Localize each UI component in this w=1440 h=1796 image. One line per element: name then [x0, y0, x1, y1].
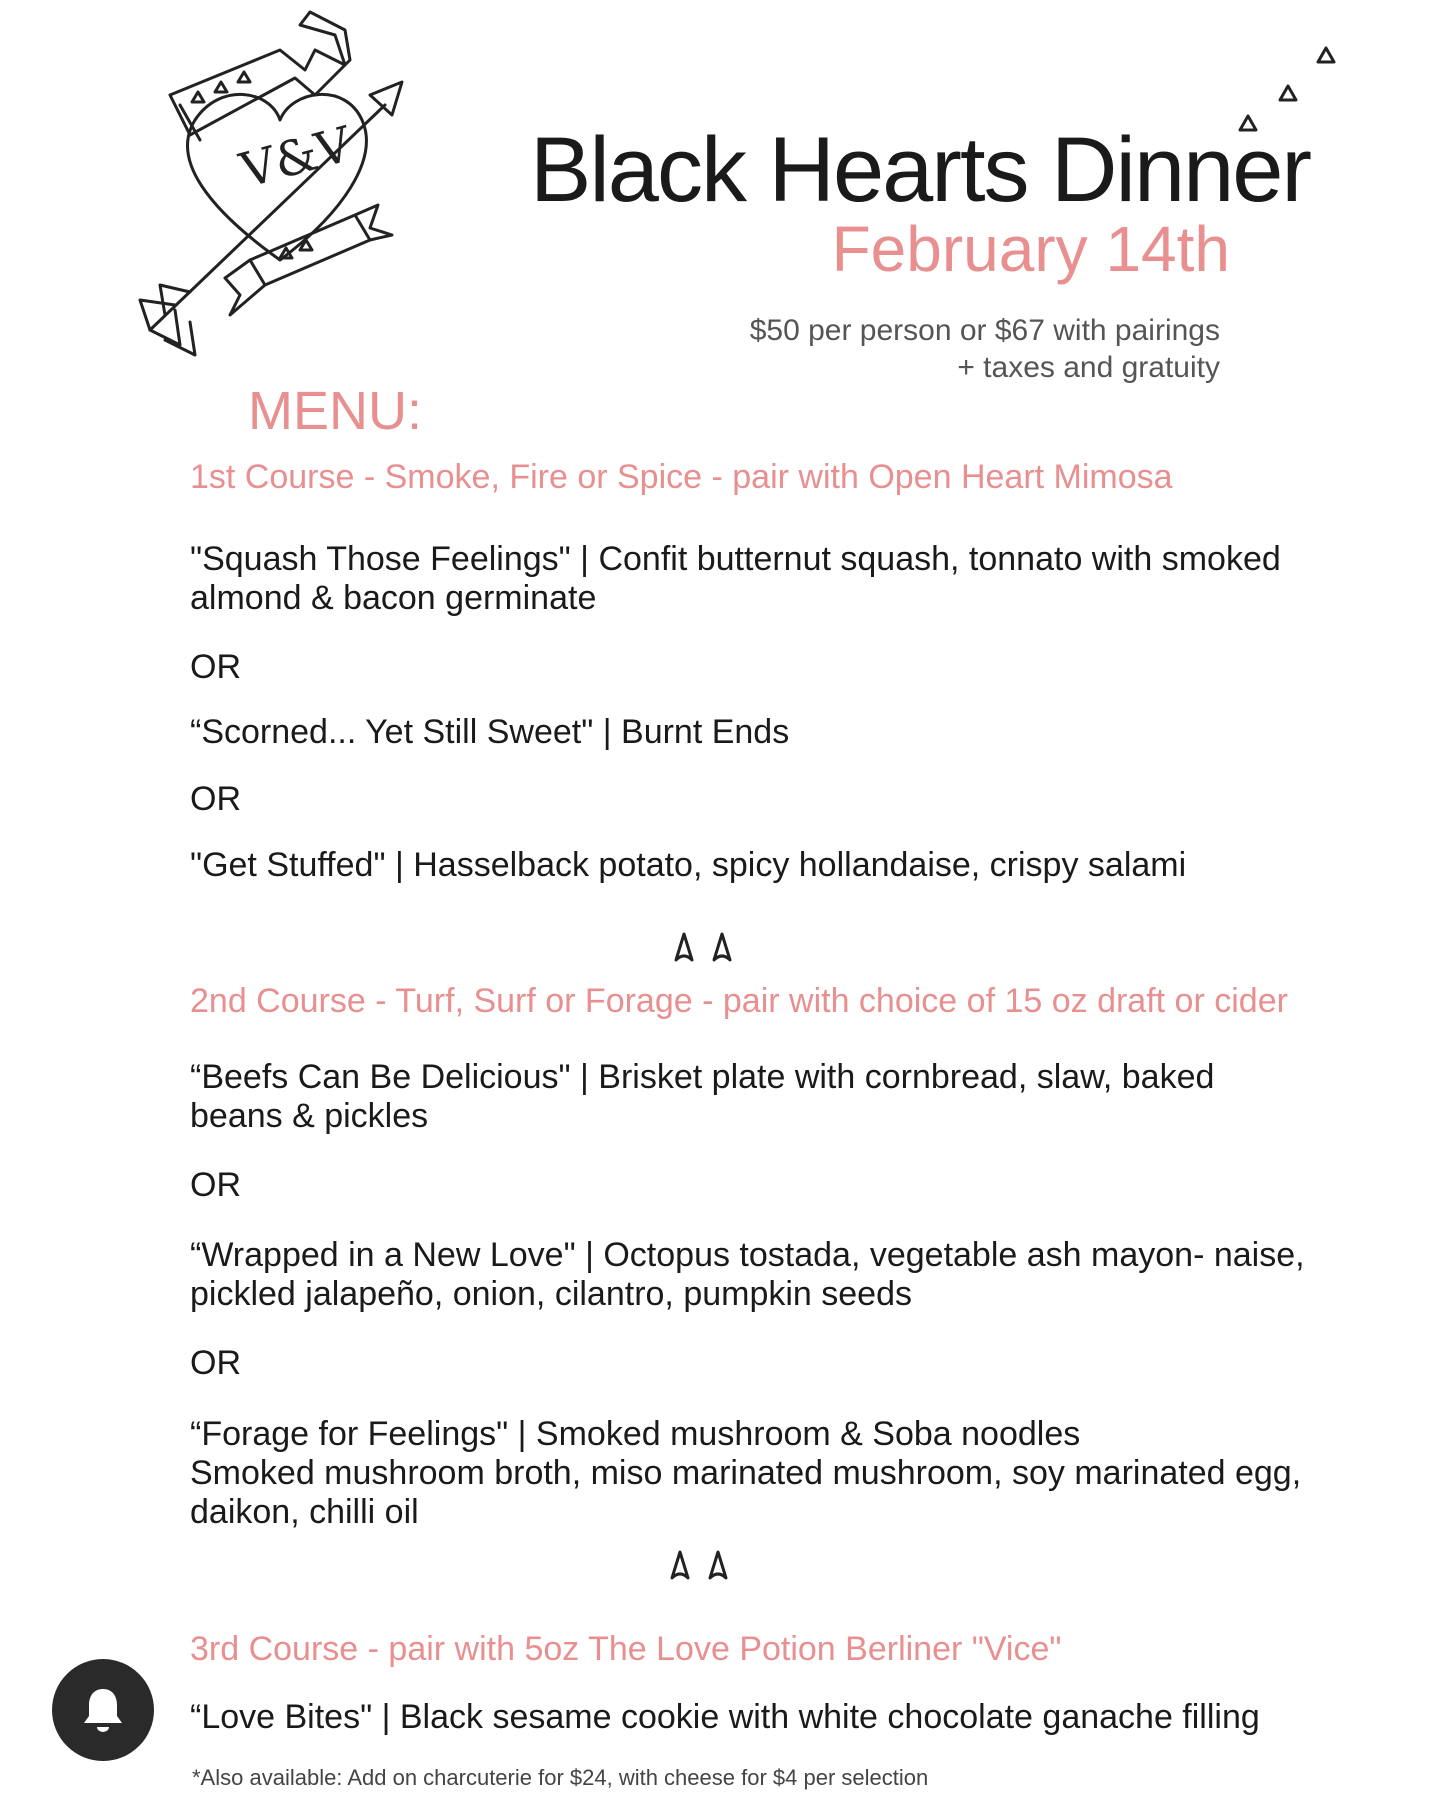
page-title: Black Hearts Dinner — [530, 119, 1311, 221]
course-1-dish-3: "Get Stuffed" | Hasselback potato, spicy hollandaise, crispy salami — [190, 846, 1187, 884]
or-label: OR — [190, 1344, 241, 1382]
or-label: OR — [190, 780, 241, 818]
heart-pair-icon — [668, 924, 748, 964]
or-label: OR — [190, 1166, 241, 1204]
course-1-dish-2: “Scorned... Yet Still Sweet" | Burnt Ends — [190, 713, 790, 751]
heart-arrow-logo — [130, 10, 470, 370]
heart-pair-icon — [664, 1542, 744, 1582]
footnote: *Also available: Add on charcuterie for $24, with cheese for $4 per selection — [192, 1765, 929, 1790]
course-2-dish-1: “Beefs Can Be Delicious" | Brisket plate with cornbread, slaw, baked beans & pickles — [190, 1058, 1215, 1135]
price-line-1: $50 per person or $67 with pairings — [749, 314, 1220, 347]
course-2-dish-3 — [190, 1415, 1310, 1532]
course-1-dish-1: "Squash Those Feelings" | Confit butternut squash, tonnato with smoked almond & bacon germinate — [190, 540, 1281, 617]
course-1-label: 1st Course - Smoke, Fire or Spice - pair with Open Heart Mimosa — [190, 458, 1173, 496]
price-line-2: + taxes and gratuity — [957, 351, 1220, 384]
course-2-label: 2nd Course - Turf, Surf or Forage - pair with choice of 15 oz draft or cider — [190, 982, 1288, 1020]
notification-button[interactable] — [52, 1659, 154, 1761]
or-label: OR — [190, 648, 241, 686]
bell-icon — [80, 1685, 126, 1735]
course-3-label: 3rd Course - pair with 5oz The Love Potion Berliner "Vice" — [190, 1630, 1062, 1668]
price-info — [640, 312, 1220, 386]
event-date: February 14th — [831, 213, 1230, 285]
menu-heading: MENU: — [248, 381, 422, 441]
course-2-dish-2: “Wrapped in a New Love" | Octopus tostada, vegetable ash mayon- naise, pickled jalapeño, onion, cilantro, pumpkin seeds — [190, 1236, 1305, 1313]
course-2-dish-3-line-2: Smoked mushroom broth, miso marinated mushroom, soy marinated egg, daikon, chilli oil — [190, 1454, 1302, 1531]
course-3-dish-1: “Love Bites" | Black sesame cookie with white chocolate ganache filling — [190, 1698, 1260, 1736]
logo-monogram: V&V — [234, 116, 358, 200]
course-2-dish-3-line-1: “Forage for Feelings" | Smoked mushroom & Soba noodles — [190, 1415, 1081, 1453]
